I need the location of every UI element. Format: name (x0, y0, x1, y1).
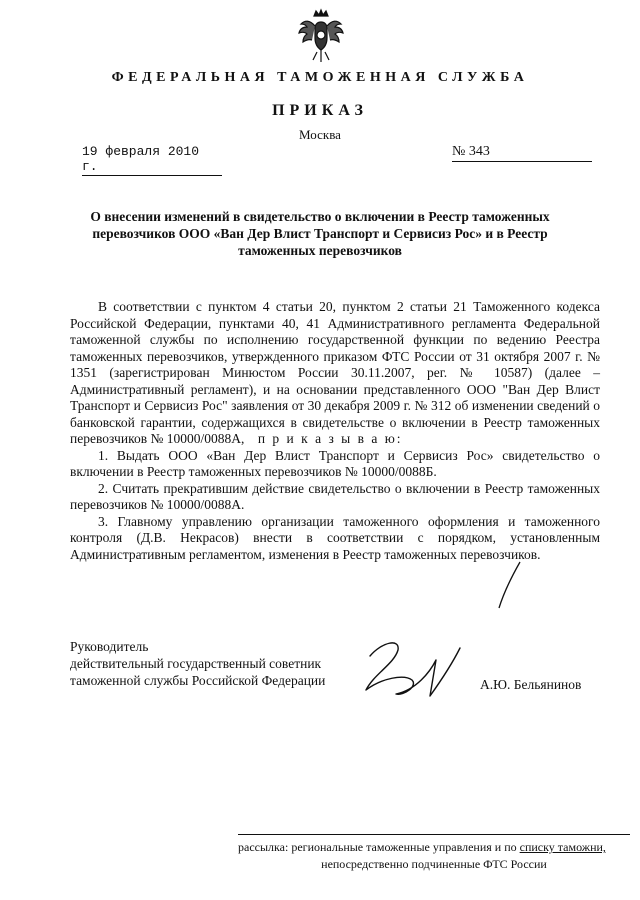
title-line: перевозчиков ООО «Ван Дер Влист Транспорт и Сервисиз Рос» и в Реестр (92, 226, 548, 241)
title-line: О внесении изменений в свидетельство о включении в Реестр таможенных (90, 209, 550, 224)
order-word: п р и к а з ы в а ю: (257, 431, 403, 446)
agency-name: ФЕДЕРАЛЬНАЯ ТАМОЖЕННАЯ СЛУЖБА (111, 70, 529, 85)
position-line: действительный государственный советник (70, 656, 322, 671)
position-line: Руководитель (70, 639, 149, 654)
distribution-prefix: рассылка: региональные таможенные управления и по (238, 840, 520, 854)
signatory-position (70, 638, 390, 689)
document-type: ПРИКАЗ (272, 102, 368, 119)
handwritten-signature (360, 634, 464, 704)
double-headed-eagle-emblem-icon (298, 8, 344, 64)
order-item: 2. Считать прекратившим действие свидетельство о включении в Реестр таможенных перевозчиков № 10000/0088А. (70, 480, 600, 512)
distribution-divider (238, 834, 630, 835)
preamble-paragraph (70, 299, 600, 448)
document-body (70, 299, 600, 563)
handwritten-stroke-mark (496, 560, 526, 610)
title-line: таможенных перевозчиков (238, 243, 402, 258)
city: Москва (299, 127, 341, 142)
order-number: № 343 (452, 144, 592, 162)
preamble-text: В соответствии с пунктом 4 статьи 20, пунктом 2 статьи 21 Таможенного кодекса Российской Федерации, пунктами 40, 41 Административного регламента Федеральной таможенной службы по исполнению государственной функции по ведению Реестра таможенных перевозчиков, утвержденного приказом ФТС России от 31 октября 2007 г. № 1351 (зарегистрирован Минюстом России 30.11.2007, рег. № 10587) (далее – Административный регламент), и на основании представленного ООО "Ван Дер Влист Транспорт и Сервисиз Рос" заявления от 30 декабря 2009 г. № 312 об изменении сведений о банковской гарантии, содержащихся в свидетельстве о включении в Реестр таможенных перевозчиков № 10000/0088А, (70, 299, 600, 446)
position-line: таможенной службы Российской Федерации (70, 673, 326, 688)
document-title (70, 208, 570, 259)
order-item: 1. Выдать ООО «Ван Дер Влист Транспорт и Сервисиз Рос» свидетельство о включении в Реестр таможенных перевозчиков № 10000/0088Б. (70, 447, 600, 479)
distribution-line (238, 840, 638, 855)
distribution-underlined: списку таможни, (519, 840, 606, 854)
signer-name: А.Ю. Бельянинов (480, 677, 582, 692)
order-item: 3. Главному управлению организации таможенного оформления и таможенного контроля (Д.В. Некрасов) внести в соответствии с порядком, установленным Административным регламентом, изменения в Реестр таможенных перевозчиков. (70, 513, 600, 562)
order-date: 19 февраля 2010 г. (82, 144, 222, 176)
distribution-line-2: непосредственно подчиненные ФТС России (321, 857, 547, 871)
